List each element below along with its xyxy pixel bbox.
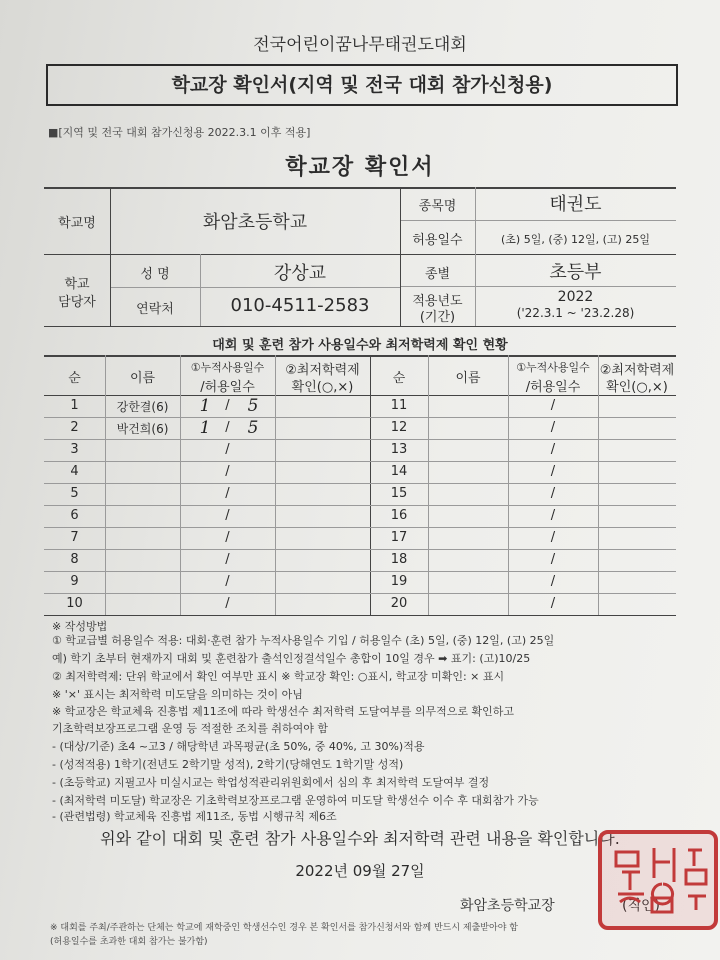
col-header-check: 확인(○,×) — [291, 380, 354, 395]
table-divider — [105, 355, 106, 615]
instruction-note: - (최저학력 미도달) 학교장은 기초학력보장프로그램 운영하여 미도달 학생선수 이수 후 대회참가 가능 — [52, 794, 539, 807]
table-row-rule — [44, 439, 676, 440]
info-top-border — [44, 187, 676, 189]
year-label: (기간) — [419, 310, 456, 325]
instruction-note: - (대상/기준) 초4 ~고3 / 해당학년 과목평균(초 50%, 중 40%, 고 30%)적용 — [52, 740, 425, 753]
instruction-note: ① 학교급별 허용일수 적용: 대회·훈련 참가 누적사용일수 기입 / 허용일수 (초) 5일, (중) 12일, (고) 25일 — [52, 634, 555, 647]
row-number: 20 — [390, 596, 408, 611]
info-rule — [400, 220, 676, 221]
info-rule — [44, 326, 676, 327]
category-value: 초등부 — [549, 262, 602, 283]
instruction-note: - (초등학교) 지필고사 미실시교는 학업성적관리위원회에서 심의 후 최저학력 도달여부 결정 — [52, 776, 490, 789]
confirmation-statement: 위와 같이 대회 및 훈련 참가 사용일수와 최저학력 관련 내용을 확인합니다. — [100, 829, 620, 848]
used-days-handwritten: 1 — [199, 418, 211, 438]
days-separator: / — [225, 420, 230, 435]
person-name-value: 강상교 — [273, 263, 327, 284]
table-row-rule — [44, 483, 676, 484]
sport-value: 태권도 — [549, 194, 602, 215]
category-label: 종별 — [424, 267, 451, 282]
days-separator: / — [550, 398, 556, 413]
row-number: 8 — [70, 552, 79, 567]
days-separator: / — [225, 508, 230, 523]
student-name: 박건희(6) — [116, 422, 169, 436]
days-separator: / — [550, 530, 556, 545]
phone-label: 연락처 — [136, 302, 174, 317]
table-row-rule — [44, 461, 676, 462]
application-notice: ■[지역 및 전국 대회 참가신청용 2022.3.1 이후 적용] — [48, 126, 311, 139]
sport-label: 종목명 — [418, 199, 457, 214]
instruction-note: - (관련법령) 학교체육 진흥법 제11조, 동법 시행규칙 제6조 — [52, 810, 337, 823]
confirmation-date: 2022년 09월 27일 — [295, 862, 425, 880]
col-header-check: 확인(○,×) — [606, 380, 668, 395]
row-number: 6 — [70, 508, 79, 523]
allowed-days-handwritten: 5 — [247, 418, 259, 438]
school-name-value: 화암초등학교 — [202, 212, 308, 233]
row-number: 11 — [390, 398, 408, 413]
row-number: 4 — [70, 464, 79, 479]
table-row-rule — [44, 505, 676, 506]
table-caption: 대회 및 훈련 참가 사용일수와 최저학력제 확인 현황 — [212, 338, 508, 353]
person-name-label: 성 명 — [140, 267, 170, 282]
col-header-no: 순 — [392, 371, 406, 386]
school-seal-stamp — [598, 830, 718, 930]
row-number: 12 — [390, 420, 408, 435]
form-title-box: 학교장 확인서(지역 및 전국 대회 참가신청용) — [46, 64, 678, 106]
col-header-name: 이름 — [455, 371, 481, 386]
contact-person-label: 학교 — [64, 277, 90, 292]
phone-value: 010-4511-2583 — [230, 295, 370, 316]
row-number: 2 — [70, 420, 79, 435]
instruction-note: ② 최저학력제: 단위 학교에서 확인 여부만 표시 ※ 학교장 확인: ○표시, 학교장 미확인: × 표시 — [52, 670, 505, 683]
instruction-note: 예) 학기 초부터 현재까지 대회 및 훈련참가 출석인정결석일수 총합이 10일 경우 ➡ 표기: (고)10/25 — [52, 652, 531, 665]
row-number: 17 — [390, 530, 408, 545]
col-header-days: /허용일수 — [525, 380, 581, 395]
days-separator: / — [550, 486, 556, 501]
row-number: 5 — [70, 486, 79, 501]
event-name: 전국어린이꿈나무태권도대회 — [253, 35, 467, 55]
days-separator: / — [225, 486, 230, 501]
days-separator: / — [550, 420, 556, 435]
contact-person-label: 담당자 — [58, 295, 96, 310]
days-separator: / — [225, 596, 230, 611]
footer-note: (허용일수를 초과한 대회 참가는 불가함) — [50, 937, 208, 947]
col-header-days: ①누적사용일수 — [190, 361, 265, 374]
instruction-note: ※ 학교장은 학교체육 진흥법 제11조에 따라 학생선수 최저학력 도달여부를 의무적으로 확인하고 — [52, 705, 514, 718]
days-separator: / — [225, 574, 230, 589]
col-header-no: 순 — [68, 371, 81, 386]
col-header-name: 이름 — [129, 371, 156, 386]
table-row-rule — [44, 417, 676, 418]
days-separator: / — [225, 552, 230, 567]
instruction-note: - (성적적용) 1학기(전년도 2학기말 성적), 2학기(당해연도 1학기말 성적) — [52, 758, 404, 771]
days-separator: / — [550, 552, 556, 567]
col-header-days: ①누적사용일수 — [516, 361, 590, 374]
instruction-note: 기초학력보장프로그램 운영 등 적절한 조치를 취하여야 함 — [52, 722, 329, 735]
info-rule — [44, 254, 676, 255]
seal-glyphs — [602, 834, 714, 926]
table-row-rule — [44, 549, 676, 550]
days-separator: / — [225, 442, 230, 457]
row-number: 10 — [66, 596, 83, 611]
row-number: 13 — [390, 442, 408, 457]
info-rule — [400, 286, 676, 287]
table-bottom-border — [44, 615, 676, 616]
col-header-check: ②최저학력제 — [599, 363, 675, 378]
table-row-rule — [44, 527, 676, 528]
days-separator: / — [550, 574, 556, 589]
table-row-rule — [44, 571, 676, 572]
row-number: 3 — [70, 442, 79, 457]
footer-note: ※ 대회를 주최/주관하는 단체는 학교에 재학중인 학생선수인 경우 본 확인서를 참가신청서와 함께 반드시 제출받아야 함 — [50, 923, 518, 933]
days-separator: / — [550, 596, 556, 611]
allowed-days-label: 허용일수 — [412, 233, 463, 248]
days-separator: / — [550, 464, 556, 479]
row-number: 1 — [70, 398, 79, 413]
instruction-note: ※ '×' 표시는 최저학력 미도달을 의미하는 것이 아님 — [52, 688, 303, 701]
principal-signature: 화암초등학교장 — [460, 898, 555, 914]
row-number: 18 — [390, 552, 408, 567]
table-header-rule — [44, 395, 676, 396]
row-number: 19 — [390, 574, 408, 589]
school-name-label: 학교명 — [58, 216, 96, 231]
col-header-days: /허용일수 — [200, 380, 255, 395]
year-label: 적용년도 — [412, 294, 463, 309]
info-rule — [110, 287, 400, 288]
table-row-rule — [44, 593, 676, 594]
allowed-days-handwritten: 5 — [247, 396, 259, 416]
table-top-border — [44, 355, 676, 357]
row-number: 16 — [390, 508, 408, 523]
row-number: 7 — [70, 530, 79, 545]
used-days-handwritten: 1 — [199, 396, 211, 416]
year-value: 2022 — [557, 289, 594, 305]
days-separator: / — [225, 464, 230, 479]
period-value: ('22.3.1 ~ '23.2.28) — [516, 306, 635, 320]
col-header-check: ②최저학력제 — [285, 363, 360, 378]
row-number: 15 — [390, 486, 408, 501]
days-separator: / — [225, 398, 230, 413]
document-title: 학교장 확인서 — [285, 155, 435, 180]
allowed-days-value: (초) 5일, (중) 12일, (고) 25일 — [501, 233, 650, 246]
row-number: 9 — [70, 574, 79, 589]
row-number: 14 — [390, 464, 408, 479]
instruction-note: ※ 작성방법 — [52, 620, 108, 633]
seal-placeholder: (직인) — [622, 898, 660, 914]
days-separator: / — [225, 530, 230, 545]
days-separator: / — [550, 508, 556, 523]
table-divider — [428, 355, 429, 615]
days-separator: / — [550, 442, 556, 457]
student-name: 강한결(6) — [116, 400, 169, 414]
